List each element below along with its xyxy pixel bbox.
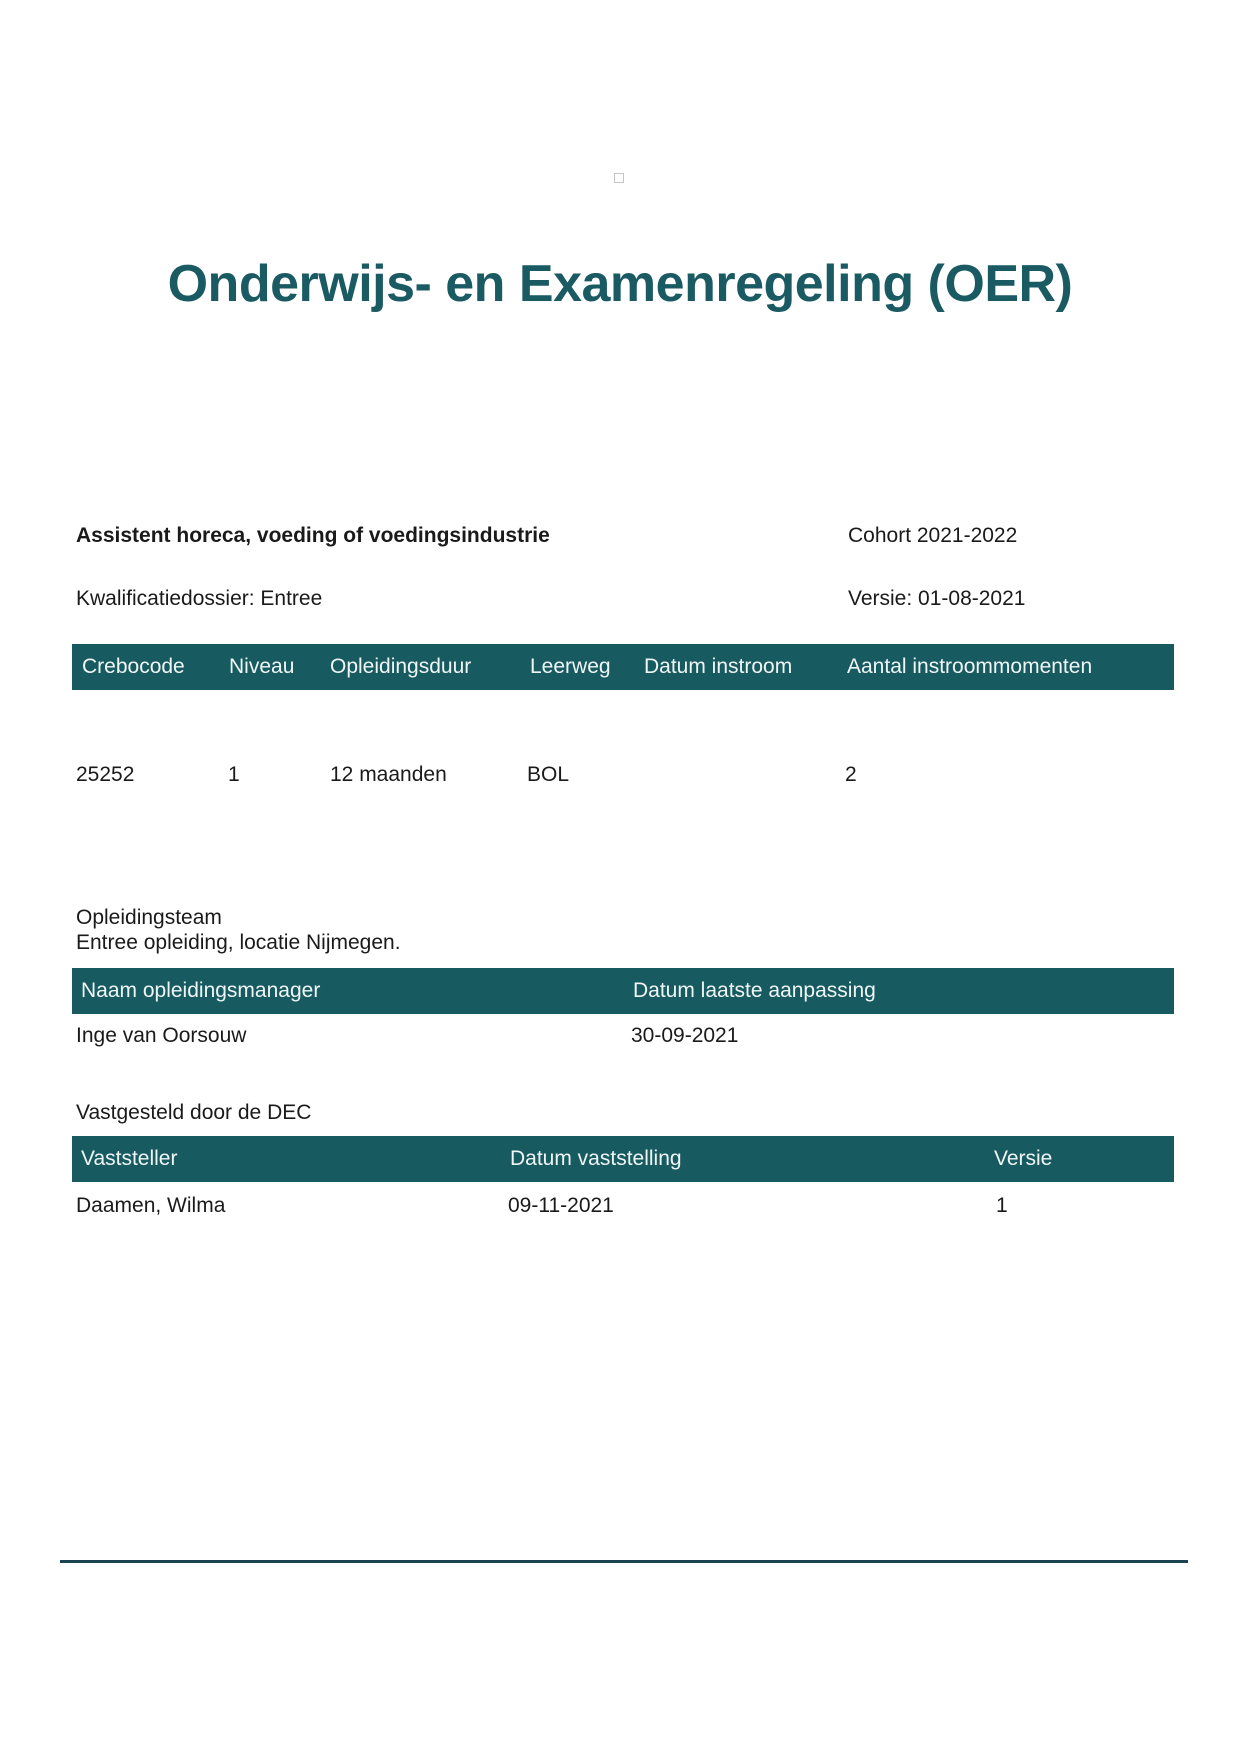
cell-aantal-instroommomenten: 2 bbox=[845, 763, 857, 786]
dossier-info-row bbox=[0, 586, 1240, 611]
col-header-vaststeller: Vaststeller bbox=[81, 1147, 178, 1170]
cell-datum-laatste-aanpassing: 30-09-2021 bbox=[631, 1024, 739, 1047]
col-header-aantal-instroommomenten: Aantal instroommomenten bbox=[847, 655, 1093, 678]
opleidingsteam-heading: Opleidingsteam bbox=[76, 906, 222, 929]
manager-table-row bbox=[72, 1023, 1174, 1048]
col-header-versie: Versie bbox=[994, 1147, 1053, 1170]
program-table-header bbox=[72, 644, 1174, 690]
col-header-niveau: Niveau bbox=[229, 655, 295, 678]
kwalificatiedossier-label: Kwalificatiedossier: Entree bbox=[76, 587, 323, 610]
image-placeholder-icon bbox=[614, 173, 624, 183]
col-header-opleidingsduur: Opleidingsduur bbox=[330, 655, 472, 678]
vaststeller-table-header bbox=[72, 1136, 1174, 1182]
col-header-datum-instroom: Datum instroom bbox=[644, 655, 793, 678]
program-info-row bbox=[0, 523, 1240, 548]
bottom-rule bbox=[60, 1560, 1188, 1563]
cell-leerweg: BOL bbox=[527, 763, 570, 786]
vaststeller-table-row bbox=[72, 1193, 1174, 1218]
col-header-datum-vaststelling: Datum vaststelling bbox=[510, 1147, 682, 1170]
manager-table-header bbox=[72, 968, 1174, 1014]
page-title: Onderwijs- en Examenregeling (OER) bbox=[167, 255, 1073, 313]
opleidingsteam-block bbox=[76, 905, 401, 955]
cell-niveau: 1 bbox=[228, 763, 240, 786]
program-table-row bbox=[72, 762, 1174, 787]
col-header-naam-opleidingsmanager: Naam opleidingsmanager bbox=[81, 979, 321, 1002]
program-name: Assistent horeca, voeding of voedingsindustrie bbox=[76, 524, 550, 547]
versie-label: Versie: 01-08-2021 bbox=[848, 587, 1026, 610]
cell-opleidingsduur: 12 maanden bbox=[330, 763, 447, 786]
cell-crebocode: 25252 bbox=[76, 763, 135, 786]
cell-naam-opleidingsmanager: Inge van Oorsouw bbox=[76, 1024, 247, 1047]
vastgesteld-heading: Vastgesteld door de DEC bbox=[76, 1101, 312, 1124]
cell-vaststeller: Daamen, Wilma bbox=[76, 1194, 226, 1217]
cell-versie: 1 bbox=[996, 1194, 1008, 1217]
cell-datum-vaststelling: 09-11-2021 bbox=[508, 1194, 614, 1217]
col-header-leerweg: Leerweg bbox=[530, 655, 611, 678]
cohort-label: Cohort 2021-2022 bbox=[848, 524, 1018, 547]
col-header-datum-laatste-aanpassing: Datum laatste aanpassing bbox=[633, 979, 876, 1002]
opleidingsteam-subheading: Entree opleiding, locatie Nijmegen. bbox=[76, 931, 401, 954]
col-header-crebocode: Crebocode bbox=[82, 655, 185, 678]
